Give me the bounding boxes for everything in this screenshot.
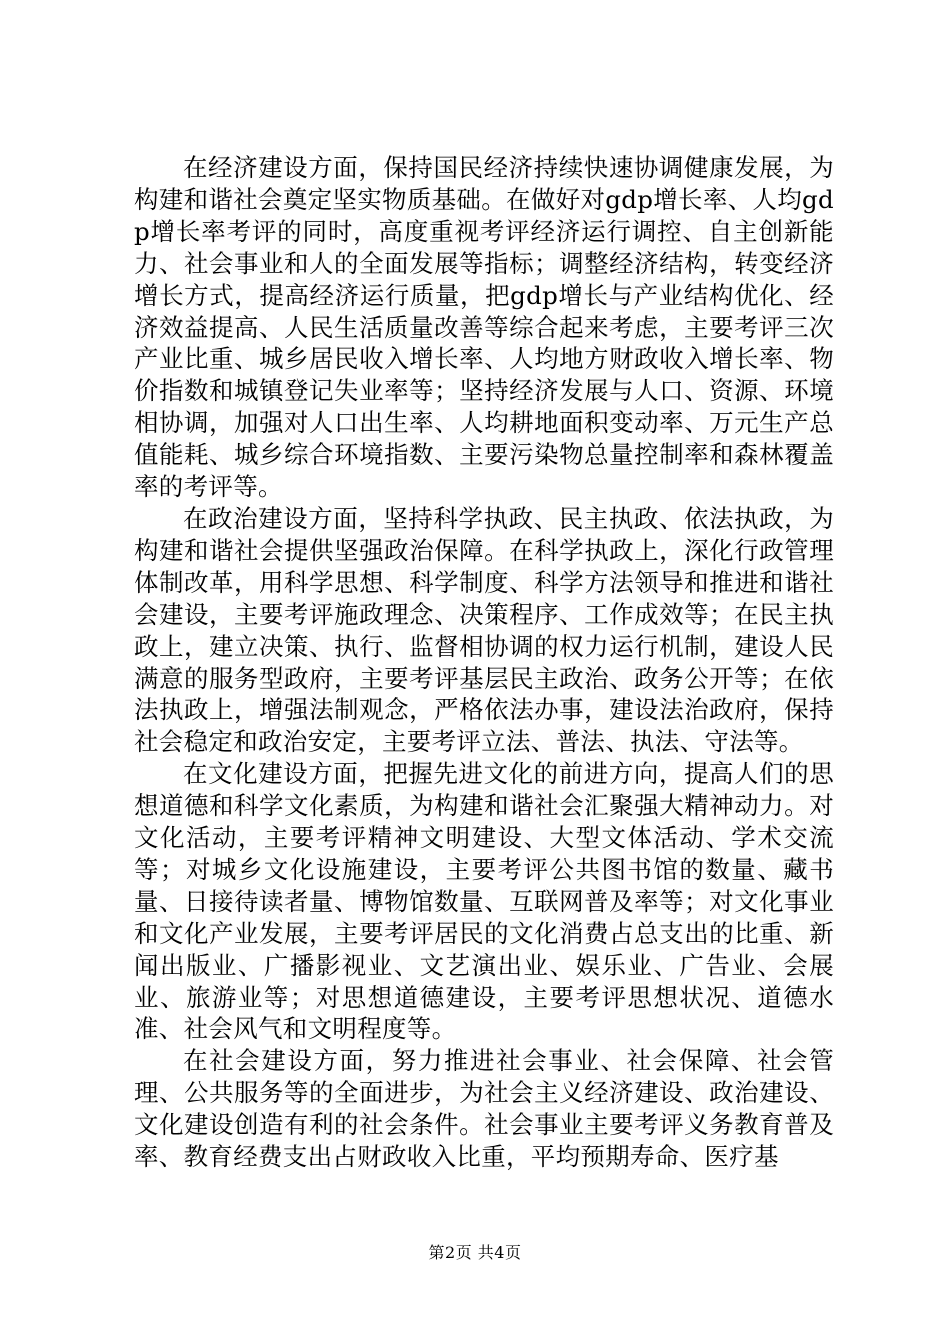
paragraph-economic: 在经济建设方面，保持国民经济持续快速协调健康发展，为构建和谐社会奠定坚实物质基础。在做好对gdp增长率、人均gdp增长率考评的同时，高度重视考评经济运行调控、自主创新能力、社会事业和人的全面发展等指标；调整经济结构，转变经济增长方式，提高经济运行质量，把gdp增长与产业结构优化、经济效益提高、人民生活质量改善等综合起来考虑，主要考评三次产业比重、城乡居民收入增长率、人均地方财政收入增长率、物价指数和城镇登记失业率等；坚持经济发展与人口、资源、环境相协调，加强对人口出生率、人均耕地面积变动率、万元生产总值能耗、城乡综合环境指数、主要污染物总量控制率和森林覆盖率的考评等。 xyxy=(134,153,834,502)
page-footer: 第2页 共4页 xyxy=(428,1243,522,1262)
paragraph-cultural: 在文化建设方面，把握先进文化的前进方向，提高人们的思想道德和科学文化素质，为构建和谐社会汇聚强大精神动力。对文化活动，主要考评精神文明建设、大型文体活动、学术交流等；对城乡文化设施建设，主要考评公共图书馆的数量、藏书量、日接待读者量、博物馆数量、互联网普及率等；对文化事业和文化产业发展，主要考评居民的文化消费占总支出的比重、新闻出版业、广播影视业、文艺演出业、娱乐业、广告业、会展业、旅游业等；对思想道德建设，主要考评思想状况、道德水准、社会风气和文明程度等。 xyxy=(134,759,834,1044)
paragraph-social: 在社会建设方面，努力推进社会事业、社会保障、社会管理、公共服务等的全面进步，为社会主义经济建设、政治建设、文化建设创造有利的社会条件。社会事业主要考评义务教育普及率、教育经费支出占财政收入比重，平均预期寿命、医疗基 xyxy=(134,1046,834,1172)
body-text xyxy=(134,152,834,1173)
paragraph-political: 在政治建设方面，坚持科学执政、民主执政、依法执政，为构建和谐社会提供坚强政治保障。在科学执政上，深化行政管理体制改革，用科学思想、科学制度、科学方法领导和推进和谐社会建设，主要考评施政理念、决策程序、工作成效等；在民主执政上，建立决策、执行、监督相协调的权力运行机制，建设人民满意的服务型政府，主要考评基层民主政治、政务公开等；在依法执政上，增强法制观念，严格依法办事，建设法治政府，保持社会稳定和政治安定，主要考评立法、普法、执法、守法等。 xyxy=(134,503,834,757)
